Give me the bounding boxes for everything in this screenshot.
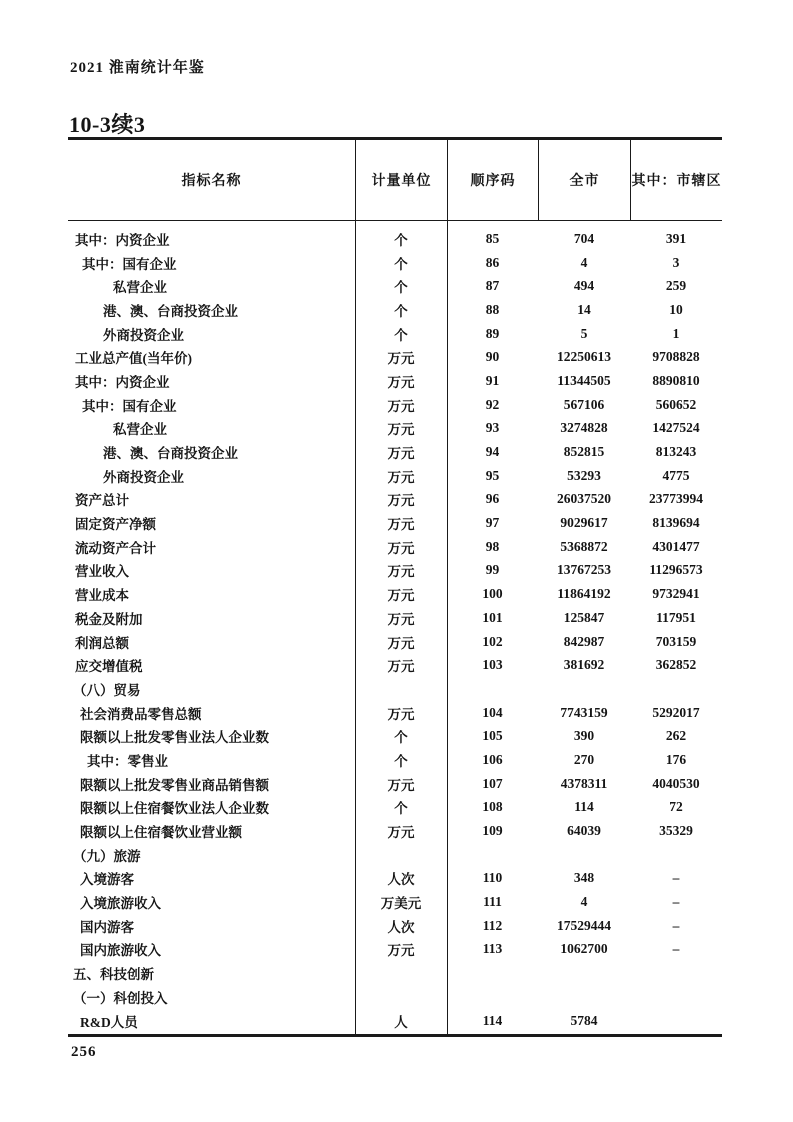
unit-cell: 万元 xyxy=(387,351,415,367)
table-row xyxy=(68,464,722,488)
table-body xyxy=(68,221,722,1034)
table-row xyxy=(68,417,722,441)
seq-code-cell: 91 xyxy=(485,372,500,388)
unit-cell: 个 xyxy=(394,327,408,343)
table-row xyxy=(68,748,722,772)
district-value-cell: 3 xyxy=(672,254,680,270)
seq-code-cell: 114 xyxy=(482,1012,503,1028)
unit-cell: 个 xyxy=(394,730,408,746)
city-value-cell: 114 xyxy=(574,799,594,815)
unit-cell: 人次 xyxy=(387,919,415,935)
header-unit: 计量单位 xyxy=(355,140,447,220)
seq-code-cell: 106 xyxy=(482,751,503,767)
table-row xyxy=(68,345,722,369)
unit-cell: 万元 xyxy=(387,777,415,793)
city-value-cell: 53293 xyxy=(567,467,601,483)
indicator-name-cell: 国内旅游收入 xyxy=(80,943,161,959)
table-row xyxy=(68,511,722,535)
city-value-cell: 348 xyxy=(573,870,595,886)
indicator-name-cell: 营业收入 xyxy=(75,564,129,580)
unit-cell: 万元 xyxy=(387,540,415,556)
city-value-cell: 567106 xyxy=(563,396,605,412)
table-row xyxy=(68,535,722,559)
district-value-cell: 10 xyxy=(669,301,683,317)
district-value-cell: 176 xyxy=(665,751,687,767)
indicator-name-cell: 入境旅游收入 xyxy=(80,896,161,912)
district-value-cell: 8139694 xyxy=(652,515,700,531)
unit-cell: 人 xyxy=(394,1014,408,1030)
table-row xyxy=(68,227,722,251)
unit-cell: 万元 xyxy=(387,943,415,959)
district-value-cell: 362852 xyxy=(655,657,697,673)
city-value-cell: 17529444 xyxy=(557,917,611,933)
table-row xyxy=(68,914,722,938)
indicator-name-cell: 港、澳、台商投资企业 xyxy=(103,303,238,319)
city-value-cell: 12250613 xyxy=(557,349,611,365)
indicator-name-cell: R&D人员 xyxy=(80,1014,138,1030)
table-row xyxy=(68,606,722,630)
unit-cell: 万元 xyxy=(387,825,415,841)
unit-cell: 万元 xyxy=(387,398,415,414)
district-value-cell: – xyxy=(672,941,680,957)
district-value-cell: 9732941 xyxy=(652,586,700,602)
table-header-row xyxy=(68,140,722,221)
city-value-cell: 14 xyxy=(577,301,591,317)
unit-cell: 万元 xyxy=(387,635,415,651)
city-value-cell: 125847 xyxy=(563,609,605,625)
unit-cell: 个 xyxy=(394,801,408,817)
seq-code-cell: 104 xyxy=(482,704,503,720)
seq-code-cell: 95 xyxy=(485,467,500,483)
indicator-name-cell: 五、科技创新 xyxy=(73,967,154,983)
indicator-name-cell: 其中：零售业 xyxy=(87,753,168,769)
table-row xyxy=(68,369,722,393)
seq-code-cell: 99 xyxy=(485,562,500,578)
indicator-name-cell: 工业总产值(当年价) xyxy=(75,351,192,367)
district-value-cell: 35329 xyxy=(659,823,693,839)
indicator-name-cell: 外商投资企业 xyxy=(103,327,184,343)
district-value-cell: 1427524 xyxy=(652,420,700,436)
city-value-cell: 4 xyxy=(580,254,588,270)
table-section-row xyxy=(68,843,722,867)
city-value-cell: 1062700 xyxy=(560,941,608,957)
indicator-name-cell: （八）贸易 xyxy=(73,682,141,698)
city-value-cell: 11344505 xyxy=(557,372,611,388)
seq-code-cell: 107 xyxy=(482,775,503,791)
unit-cell: 万元 xyxy=(387,659,415,675)
indicator-name-cell: 港、澳、台商投资企业 xyxy=(103,446,238,462)
district-value-cell: 9708828 xyxy=(652,349,700,365)
header-indicator-name: 指标名称 xyxy=(181,174,242,189)
table-row xyxy=(68,796,722,820)
seq-code-cell: 92 xyxy=(485,396,500,412)
table-section-row xyxy=(68,961,722,985)
table-row xyxy=(68,440,722,464)
unit-cell: 万元 xyxy=(387,588,415,604)
indicator-name-cell: 限额以上住宿餐饮业法人企业数 xyxy=(80,801,269,817)
unit-cell: 个 xyxy=(394,753,408,769)
table-row xyxy=(68,488,722,512)
indicator-name-cell: （一）科创投入 xyxy=(73,990,168,1006)
unit-cell: 个 xyxy=(394,256,408,272)
city-value-cell: 3274828 xyxy=(560,420,608,436)
city-value-cell: 9029617 xyxy=(560,515,608,531)
unit-cell: 万元 xyxy=(387,446,415,462)
district-value-cell: – xyxy=(672,894,680,910)
seq-code-cell: 97 xyxy=(485,515,500,531)
district-value-cell: 8890810 xyxy=(652,372,700,388)
indicator-name-cell: 限额以上批发零售业法人企业数 xyxy=(80,730,269,746)
unit-cell: 万元 xyxy=(387,611,415,627)
district-value-cell: 23773994 xyxy=(649,491,703,507)
city-value-cell: 7743159 xyxy=(560,704,608,720)
unit-cell: 万元 xyxy=(387,564,415,580)
city-value-cell: 494 xyxy=(573,278,595,294)
district-value-cell: 813243 xyxy=(655,444,697,460)
table-row xyxy=(68,322,722,346)
table-row xyxy=(68,819,722,843)
indicator-name-cell: 税金及附加 xyxy=(75,611,143,627)
indicator-name-cell: 外商投资企业 xyxy=(103,469,184,485)
seq-code-cell: 96 xyxy=(485,491,500,507)
city-value-cell: 4 xyxy=(580,894,588,910)
city-value-cell: 852815 xyxy=(563,444,605,460)
district-value-cell: – xyxy=(672,870,680,886)
seq-code-cell: 94 xyxy=(485,444,500,460)
city-value-cell: 11864192 xyxy=(557,586,611,602)
yearbook-title: 2021 淮南统计年鉴 xyxy=(70,60,205,76)
district-value-cell: 5292017 xyxy=(652,704,700,720)
district-value-cell: 1 xyxy=(672,325,680,341)
district-value-cell: 4040530 xyxy=(652,775,700,791)
unit-cell: 人次 xyxy=(387,872,415,888)
indicator-name-cell: 固定资产净额 xyxy=(75,517,156,533)
table-row xyxy=(68,393,722,417)
table-number: 10-3续3 xyxy=(69,112,146,137)
indicator-name-cell: 限额以上住宿餐饮业营业额 xyxy=(80,825,242,841)
table-section-row xyxy=(68,677,722,701)
unit-cell: 个 xyxy=(394,303,408,319)
indicator-name-cell: 其中：国有企业 xyxy=(82,256,177,272)
seq-code-cell: 101 xyxy=(482,609,503,625)
unit-cell: 万元 xyxy=(387,422,415,438)
header-district: 其中：市辖区 xyxy=(630,140,722,220)
seq-code-cell: 113 xyxy=(482,941,503,957)
district-value-cell: 703159 xyxy=(655,633,697,649)
seq-code-cell: 105 xyxy=(482,728,503,744)
seq-code-cell: 108 xyxy=(482,799,503,815)
indicator-name-cell: （九）旅游 xyxy=(73,848,141,864)
city-value-cell: 26037520 xyxy=(557,491,611,507)
seq-code-cell: 86 xyxy=(485,254,500,270)
seq-code-cell: 112 xyxy=(482,917,503,933)
table-row xyxy=(68,559,722,583)
table-row xyxy=(68,653,722,677)
seq-code-cell: 89 xyxy=(485,325,500,341)
seq-code-cell: 93 xyxy=(485,420,500,436)
indicator-name-cell: 流动资产合计 xyxy=(75,540,156,556)
seq-code-cell: 111 xyxy=(483,894,502,910)
district-value-cell: – xyxy=(672,917,680,933)
header-seq-code: 顺序码 xyxy=(447,140,538,220)
table-row xyxy=(68,1009,722,1033)
indicator-name-cell: 国内游客 xyxy=(80,919,134,935)
district-value-cell: 262 xyxy=(665,728,687,744)
table-row xyxy=(68,724,722,748)
seq-code-cell: 90 xyxy=(485,349,500,365)
table-row xyxy=(68,582,722,606)
unit-cell: 万元 xyxy=(387,493,415,509)
city-value-cell: 5368872 xyxy=(560,538,608,554)
table-row xyxy=(68,867,722,891)
district-value-cell: 560652 xyxy=(655,396,697,412)
district-value-cell: 117951 xyxy=(656,609,696,625)
table-row xyxy=(68,890,722,914)
district-value-cell: 259 xyxy=(665,278,687,294)
city-value-cell: 13767253 xyxy=(557,562,611,578)
indicator-name-cell: 其中：内资企业 xyxy=(75,374,170,390)
indicator-name-cell: 资产总计 xyxy=(75,493,129,509)
table-row xyxy=(68,251,722,275)
unit-cell: 万元 xyxy=(387,374,415,390)
unit-cell: 个 xyxy=(394,232,408,248)
table-row xyxy=(68,772,722,796)
table-row xyxy=(68,274,722,298)
indicator-name-cell: 其中：内资企业 xyxy=(75,232,170,248)
indicator-name-cell: 私营企业 xyxy=(113,422,167,438)
unit-cell: 万元 xyxy=(387,706,415,722)
district-value-cell: 11296573 xyxy=(649,562,703,578)
table-row xyxy=(68,630,722,654)
page-number: 256 xyxy=(71,1044,97,1060)
table-row xyxy=(68,938,722,962)
seq-code-cell: 100 xyxy=(482,586,503,602)
column-divider-2 xyxy=(447,221,448,1034)
indicator-name-cell: 入境游客 xyxy=(80,872,134,888)
indicator-name-cell: 限额以上批发零售业商品销售额 xyxy=(80,777,269,793)
table-row xyxy=(68,701,722,725)
indicator-name-cell: 其中：国有企业 xyxy=(82,398,177,414)
seq-code-cell: 85 xyxy=(485,230,500,246)
indicator-name-cell: 私营企业 xyxy=(113,280,167,296)
seq-code-cell: 88 xyxy=(485,301,500,317)
seq-code-cell: 103 xyxy=(482,657,503,673)
seq-code-cell: 102 xyxy=(482,633,503,649)
indicator-name-cell: 社会消费品零售总额 xyxy=(80,706,202,722)
city-value-cell: 381692 xyxy=(563,657,605,673)
city-value-cell: 5784 xyxy=(570,1012,598,1028)
header-city-total: 全市 xyxy=(538,140,630,220)
unit-cell: 万元 xyxy=(387,469,415,485)
city-value-cell: 270 xyxy=(573,751,595,767)
unit-cell: 个 xyxy=(394,280,408,296)
table-section-row xyxy=(68,985,722,1009)
column-divider-1 xyxy=(355,221,356,1034)
city-value-cell: 5 xyxy=(580,325,588,341)
district-value-cell: 4301477 xyxy=(652,538,700,554)
indicator-name-cell: 利润总额 xyxy=(75,635,129,651)
city-value-cell: 390 xyxy=(573,728,595,744)
seq-code-cell: 87 xyxy=(485,278,500,294)
seq-code-cell: 98 xyxy=(485,538,500,554)
indicator-name-cell: 应交增值税 xyxy=(75,659,143,675)
seq-code-cell: 109 xyxy=(482,823,503,839)
unit-cell: 万美元 xyxy=(380,896,422,912)
seq-code-cell: 110 xyxy=(482,870,503,886)
city-value-cell: 64039 xyxy=(567,823,601,839)
district-value-cell: 72 xyxy=(669,799,683,815)
unit-cell: 万元 xyxy=(387,517,415,533)
district-value-cell: 4775 xyxy=(662,467,690,483)
statistics-table xyxy=(68,137,722,1037)
district-value-cell: 391 xyxy=(665,230,687,246)
city-value-cell: 704 xyxy=(573,230,595,246)
city-value-cell: 4378311 xyxy=(560,775,608,791)
indicator-name-cell: 营业成本 xyxy=(75,588,129,604)
table-row xyxy=(68,298,722,322)
city-value-cell: 842987 xyxy=(563,633,605,649)
